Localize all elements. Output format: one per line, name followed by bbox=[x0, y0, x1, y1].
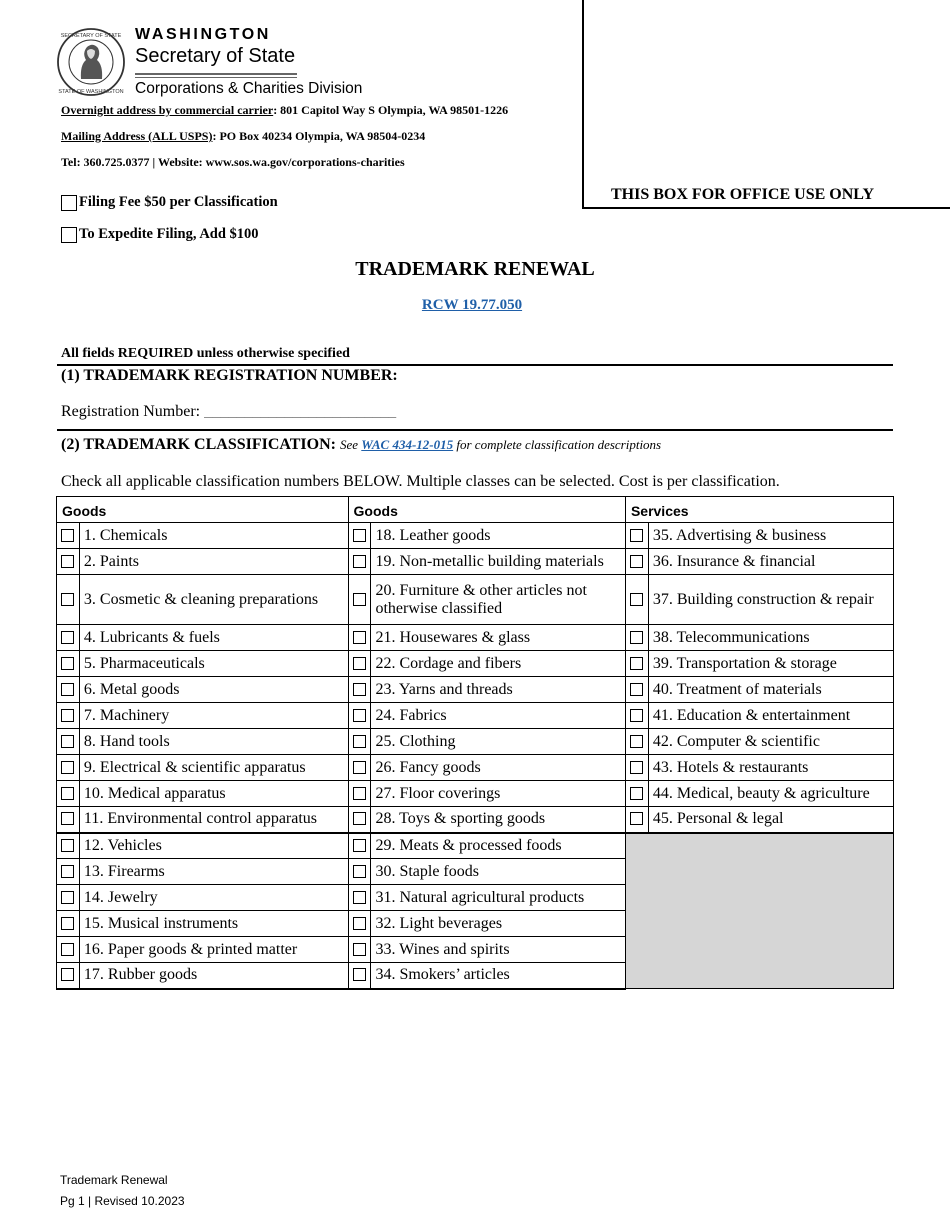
class-label: 21. Housewares & glass bbox=[371, 625, 626, 651]
class-label: 38. Telecommunications bbox=[648, 625, 893, 651]
mailing-address: Mailing Address (ALL USPS): PO Box 40234 Olympia, WA 98504-0234 bbox=[61, 129, 426, 143]
class-checkbox[interactable] bbox=[630, 735, 643, 748]
org-divider-thin bbox=[135, 77, 297, 78]
class-checkbox[interactable] bbox=[61, 709, 74, 722]
class-checkbox[interactable] bbox=[630, 761, 643, 774]
class-label: 25. Clothing bbox=[371, 729, 626, 755]
class-label: 4. Lubricants & fuels bbox=[79, 625, 348, 651]
table-row bbox=[57, 549, 894, 575]
office-use-label: THIS BOX FOR OFFICE USE ONLY bbox=[611, 186, 875, 203]
footer-form-name: Trademark Renewal bbox=[60, 1173, 168, 1187]
overnight-address: Overnight address by commercial carrier: 801 Capitol Way S Olympia, WA 98501-1226 bbox=[61, 103, 509, 117]
table-row bbox=[57, 677, 894, 703]
class-label: 24. Fabrics bbox=[371, 703, 626, 729]
filing-fee-checkbox[interactable] bbox=[61, 195, 77, 211]
rcw-reference bbox=[0, 297, 944, 314]
goods-header: Goods bbox=[57, 497, 349, 523]
class-checkbox[interactable] bbox=[61, 683, 74, 696]
goods-header: Goods bbox=[348, 497, 625, 523]
table-row bbox=[57, 625, 894, 651]
class-label: 34. Smokers’ articles bbox=[371, 963, 626, 989]
class-checkbox[interactable] bbox=[353, 891, 366, 904]
svg-text:SECRETARY OF STATE: SECRETARY OF STATE bbox=[60, 33, 122, 39]
class-checkbox[interactable] bbox=[630, 529, 643, 542]
class-label: 30. Staple foods bbox=[371, 859, 626, 885]
class-checkbox[interactable] bbox=[61, 735, 74, 748]
section2-heading: (2) TRADEMARK CLASSIFICATION: See WAC 434-12-015 for complete classification descriptions bbox=[61, 436, 662, 453]
class-label: 5. Pharmaceuticals bbox=[79, 651, 348, 677]
class-checkbox[interactable] bbox=[61, 555, 74, 568]
class-label: 3. Cosmetic & cleaning preparations bbox=[79, 575, 348, 625]
class-checkbox[interactable] bbox=[353, 529, 366, 542]
class-checkbox[interactable] bbox=[353, 865, 366, 878]
class-label: 14. Jewelry bbox=[79, 885, 348, 911]
class-label: 8. Hand tools bbox=[79, 729, 348, 755]
form-title: TRADEMARK RENEWAL bbox=[355, 258, 595, 280]
office-use-box bbox=[582, 0, 950, 209]
class-checkbox[interactable] bbox=[353, 787, 366, 800]
table-row bbox=[57, 807, 894, 833]
class-label: 33. Wines and spirits bbox=[371, 937, 626, 963]
class-checkbox[interactable] bbox=[61, 761, 74, 774]
class-label: 2. Paints bbox=[79, 549, 348, 575]
class-label: 11. Environmental control apparatus bbox=[79, 807, 348, 833]
registration-number-field[interactable]: Registration Number: ________________________ bbox=[61, 403, 397, 420]
org-name-washington: WASHINGTON bbox=[135, 26, 271, 43]
section2-rule bbox=[57, 429, 893, 431]
class-label: 44. Medical, beauty & agriculture bbox=[648, 781, 893, 807]
required-note: All fields REQUIRED unless otherwise specified bbox=[61, 346, 350, 361]
class-checkbox[interactable] bbox=[630, 812, 643, 825]
class-label: 31. Natural agricultural products bbox=[371, 885, 626, 911]
class-checkbox[interactable] bbox=[61, 593, 74, 606]
class-label: 17. Rubber goods bbox=[79, 963, 348, 989]
class-checkbox[interactable] bbox=[353, 657, 366, 670]
svg-text:STATE OF WASHINGTON: STATE OF WASHINGTON bbox=[58, 89, 124, 95]
class-label: 16. Paper goods & printed matter bbox=[79, 937, 348, 963]
table-row bbox=[57, 755, 894, 781]
class-checkbox[interactable] bbox=[61, 917, 74, 930]
section1-rule bbox=[57, 364, 893, 366]
table-row bbox=[57, 833, 894, 859]
class-label: 39. Transportation & storage bbox=[648, 651, 893, 677]
class-checkbox[interactable] bbox=[61, 812, 74, 825]
rcw-link[interactable]: RCW 19.77.050 bbox=[421, 297, 523, 313]
class-label: 6. Metal goods bbox=[79, 677, 348, 703]
unused-services-area bbox=[625, 833, 893, 989]
class-checkbox[interactable] bbox=[353, 631, 366, 644]
contact-info: Tel: 360.725.0377 | Website: www.sos.wa.gov/corporations-charities bbox=[61, 155, 405, 169]
class-label: 29. Meats & processed foods bbox=[371, 833, 626, 859]
class-checkbox[interactable] bbox=[353, 555, 366, 568]
class-checkbox[interactable] bbox=[61, 943, 74, 956]
class-label: 35. Advertising & business bbox=[648, 523, 893, 549]
table-row bbox=[57, 729, 894, 755]
class-label: 43. Hotels & restaurants bbox=[648, 755, 893, 781]
class-checkbox[interactable] bbox=[61, 657, 74, 670]
washington-seal-logo bbox=[56, 27, 126, 97]
class-checkbox[interactable] bbox=[353, 593, 366, 606]
class-checkbox[interactable] bbox=[61, 865, 74, 878]
table-row bbox=[57, 781, 894, 807]
table-row bbox=[57, 575, 894, 625]
class-label: 19. Non-metallic building materials bbox=[371, 549, 626, 575]
classification-instruction: Check all applicable classification numbers BELOW. Multiple classes can be selected. Cost is per classification. bbox=[61, 473, 780, 490]
class-checkbox[interactable] bbox=[353, 683, 366, 696]
class-checkbox[interactable] bbox=[353, 917, 366, 930]
class-label: 42. Computer & scientific bbox=[648, 729, 893, 755]
class-label: 23. Yarns and threads bbox=[371, 677, 626, 703]
class-label: 28. Toys & sporting goods bbox=[371, 807, 626, 833]
class-label: 45. Personal & legal bbox=[648, 807, 893, 833]
class-label: 13. Firearms bbox=[79, 859, 348, 885]
class-label: 26. Fancy goods bbox=[371, 755, 626, 781]
class-label: 18. Leather goods bbox=[371, 523, 626, 549]
class-checkbox[interactable] bbox=[353, 968, 366, 981]
class-label: 9. Electrical & scientific apparatus bbox=[79, 755, 348, 781]
footer-page-info: Pg 1 | Revised 10.2023 bbox=[60, 1194, 185, 1208]
expedite-label: To Expedite Filing, Add $100 bbox=[79, 226, 259, 242]
filing-fee-row bbox=[61, 194, 278, 211]
class-label: 20. Furniture & other articles not otherwise classified bbox=[371, 575, 626, 625]
class-checkbox[interactable] bbox=[353, 709, 366, 722]
class-checkbox[interactable] bbox=[61, 529, 74, 542]
class-checkbox[interactable] bbox=[630, 631, 643, 644]
class-checkbox[interactable] bbox=[630, 683, 643, 696]
class-checkbox[interactable] bbox=[61, 839, 74, 852]
class-label: 12. Vehicles bbox=[79, 833, 348, 859]
expedite-row bbox=[61, 226, 259, 243]
class-checkbox[interactable] bbox=[630, 709, 643, 722]
table-row bbox=[57, 523, 894, 549]
class-checkbox[interactable] bbox=[61, 968, 74, 981]
class-label: 41. Education & entertainment bbox=[648, 703, 893, 729]
class-checkbox[interactable] bbox=[61, 787, 74, 800]
org-division: Corporations & Charities Division bbox=[135, 80, 363, 97]
class-label: 36. Insurance & financial bbox=[648, 549, 893, 575]
class-checkbox[interactable] bbox=[353, 943, 366, 956]
filing-fee-label: Filing Fee $50 per Classification bbox=[79, 194, 278, 210]
class-label: 10. Medical apparatus bbox=[79, 781, 348, 807]
class-checkbox[interactable] bbox=[353, 839, 366, 852]
wac-link[interactable]: WAC 434-12-015 bbox=[361, 437, 454, 452]
class-checkbox[interactable] bbox=[61, 631, 74, 644]
class-label: 32. Light beverages bbox=[371, 911, 626, 937]
class-label: 40. Treatment of materials bbox=[648, 677, 893, 703]
class-checkbox[interactable] bbox=[630, 555, 643, 568]
services-header: Services bbox=[625, 497, 893, 523]
class-label: 27. Floor coverings bbox=[371, 781, 626, 807]
table-row bbox=[57, 651, 894, 677]
class-label: 7. Machinery bbox=[79, 703, 348, 729]
class-label: 22. Cordage and fibers bbox=[371, 651, 626, 677]
org-divider bbox=[135, 73, 297, 75]
class-checkbox[interactable] bbox=[630, 787, 643, 800]
class-checkbox[interactable] bbox=[61, 891, 74, 904]
class-checkbox[interactable] bbox=[353, 812, 366, 825]
class-checkbox[interactable] bbox=[630, 593, 643, 606]
class-checkbox[interactable] bbox=[353, 735, 366, 748]
class-label: 15. Musical instruments bbox=[79, 911, 348, 937]
org-name-secretary: Secretary of State bbox=[135, 45, 296, 67]
section1-heading: (1) TRADEMARK REGISTRATION NUMBER: bbox=[61, 367, 398, 384]
class-label: 1. Chemicals bbox=[79, 523, 348, 549]
table-row bbox=[57, 703, 894, 729]
expedite-checkbox[interactable] bbox=[61, 227, 77, 243]
classification-table bbox=[56, 496, 894, 990]
class-checkbox[interactable] bbox=[630, 657, 643, 670]
class-label: 37. Building construction & repair bbox=[648, 575, 893, 625]
class-checkbox[interactable] bbox=[353, 761, 366, 774]
